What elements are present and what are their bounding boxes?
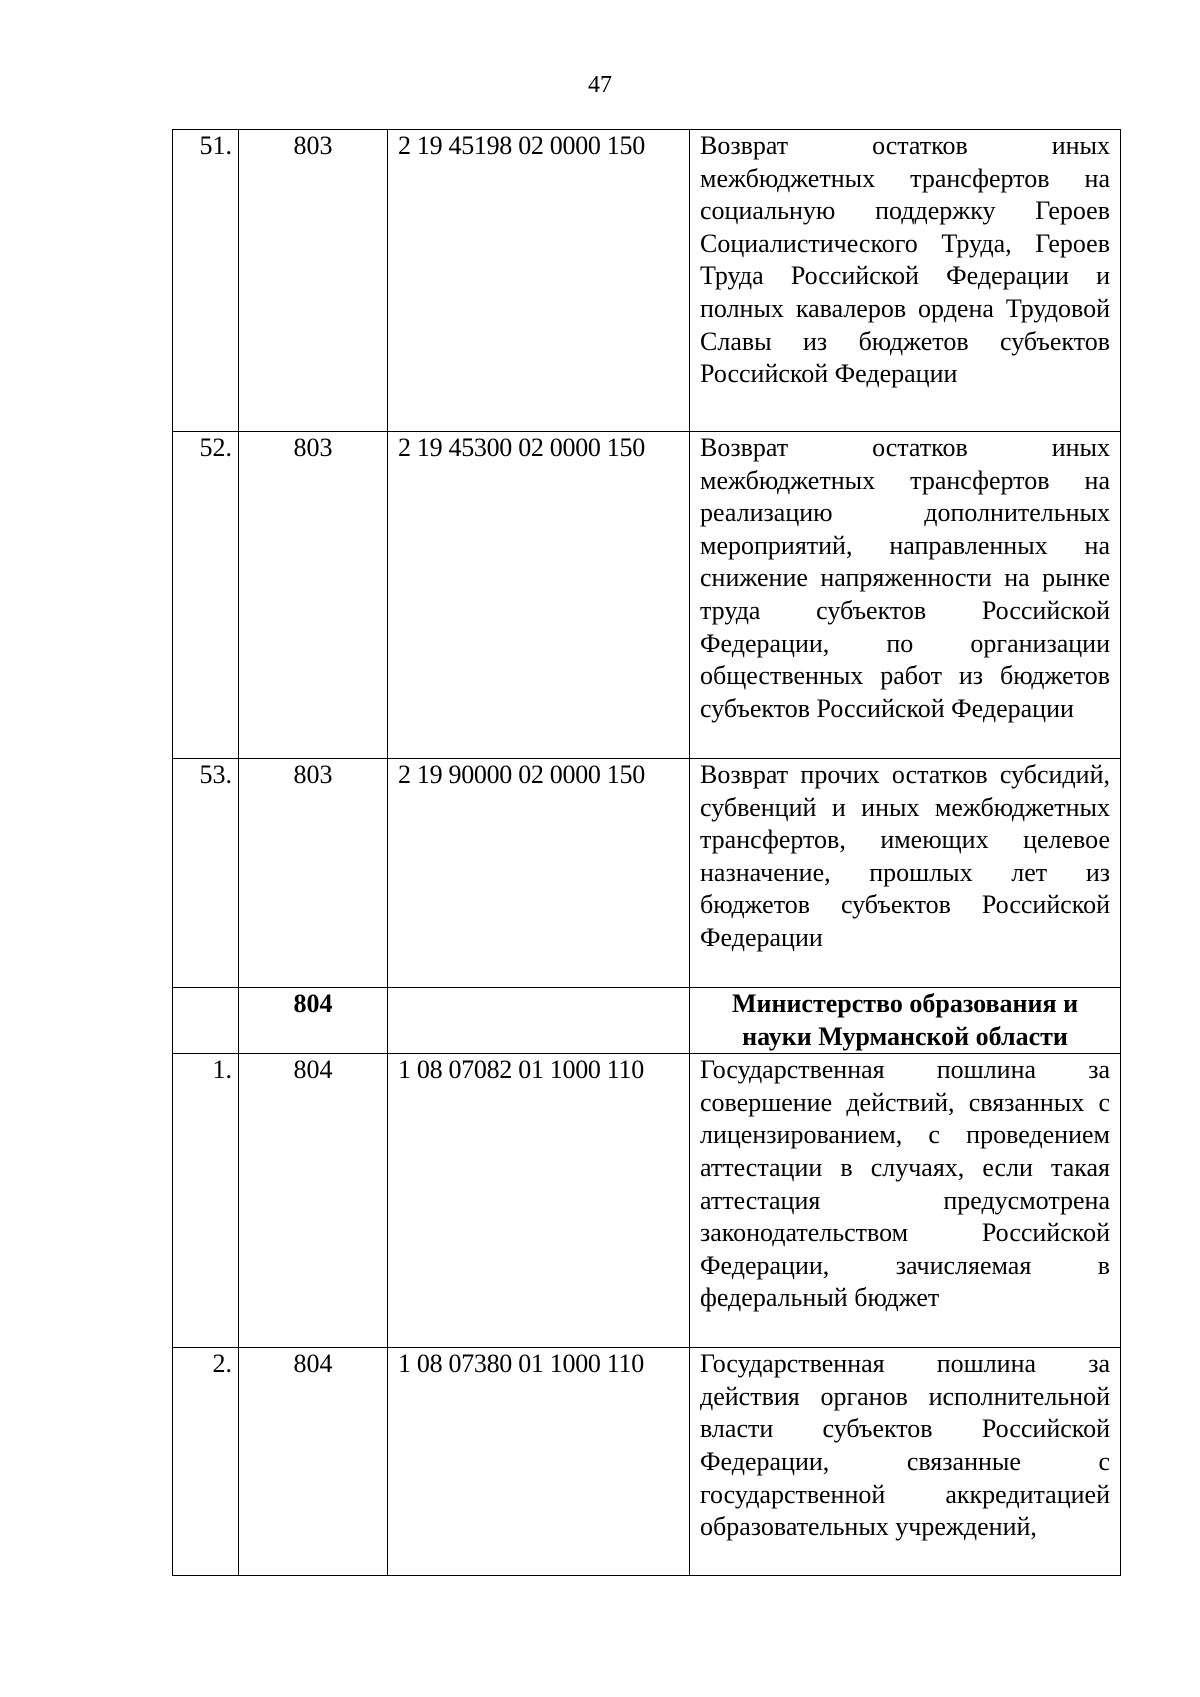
row-number: 1. xyxy=(173,1054,239,1348)
budget-classification-code: 2 19 45300 02 0000 150 xyxy=(388,432,690,759)
budget-classification-code: 2 19 90000 02 0000 150 xyxy=(388,759,690,988)
administrator-code: 803 xyxy=(239,759,388,988)
revenue-description-cell xyxy=(690,759,1121,988)
table-row xyxy=(173,130,1121,432)
revenue-classification-table xyxy=(172,129,1121,1576)
row-number: 52. xyxy=(173,432,239,759)
revenue-description-cell xyxy=(690,432,1121,759)
revenue-description-cell xyxy=(690,130,1121,432)
row-number: 51. xyxy=(173,130,239,432)
revenue-description-cell xyxy=(690,1054,1121,1348)
table-row xyxy=(173,432,1121,759)
table-row xyxy=(173,1348,1121,1576)
budget-classification-code xyxy=(388,988,690,1054)
revenue-description: Возврат остатков иных межбюджетных трансфертов на социальную поддержку Героев Социалистического Труда, Героев Труда Российской Федерации и полных кавалеров ордена Трудовой Славы из бюджетов субъектов Российской Федерации xyxy=(700,131,1110,389)
administrator-code: 804 xyxy=(239,1348,388,1576)
row-number xyxy=(173,988,239,1054)
revenue-description-cell xyxy=(690,1348,1121,1576)
row-number: 53. xyxy=(173,759,239,988)
administrator-code: 804 xyxy=(239,1054,388,1348)
administrator-code: 803 xyxy=(239,130,388,432)
page-number: 47 xyxy=(588,72,612,98)
revenue-description: Возврат прочих остатков субсидий, субвенций и иных межбюджетных трансфертов, имеющих целевое назначение, прошлых лет из бюджетов субъектов Российской Федерации xyxy=(700,760,1110,952)
budget-classification-code: 1 08 07380 01 1000 110 xyxy=(388,1348,690,1576)
table-row xyxy=(173,1054,1121,1348)
row-number: 2. xyxy=(173,1348,239,1576)
administrator-code: 803 xyxy=(239,432,388,759)
ministry-name: Министерство образования и науки Мурманской области xyxy=(690,988,1121,1054)
revenue-description: Государственная пошлина за действия органов исполнительной власти субъектов Российской Федерации, связанные с государственной аккредитацией образовательных учреждений, xyxy=(700,1349,1110,1542)
revenue-description: Государственная пошлина за совершение действий, связанных с лицензированием, с проведением аттестации в случаях, если такая аттестация предусмотрена законодательством Российской Федерации, зачисляемая в федеральный бюджет xyxy=(700,1055,1110,1313)
table-row xyxy=(173,759,1121,988)
ministry-header-row xyxy=(173,988,1121,1054)
revenue-description: Возврат остатков иных межбюджетных трансфертов на реализацию дополнительных мероприятий, направленных на снижение напряженности на рынке труда субъектов Российской Федерации, по организации общественных работ из бюджетов субъектов Российской Федерации xyxy=(700,433,1110,723)
budget-classification-code: 1 08 07082 01 1000 110 xyxy=(388,1054,690,1348)
budget-classification-code: 2 19 45198 02 0000 150 xyxy=(388,130,690,432)
administrator-code: 804 xyxy=(239,988,388,1054)
